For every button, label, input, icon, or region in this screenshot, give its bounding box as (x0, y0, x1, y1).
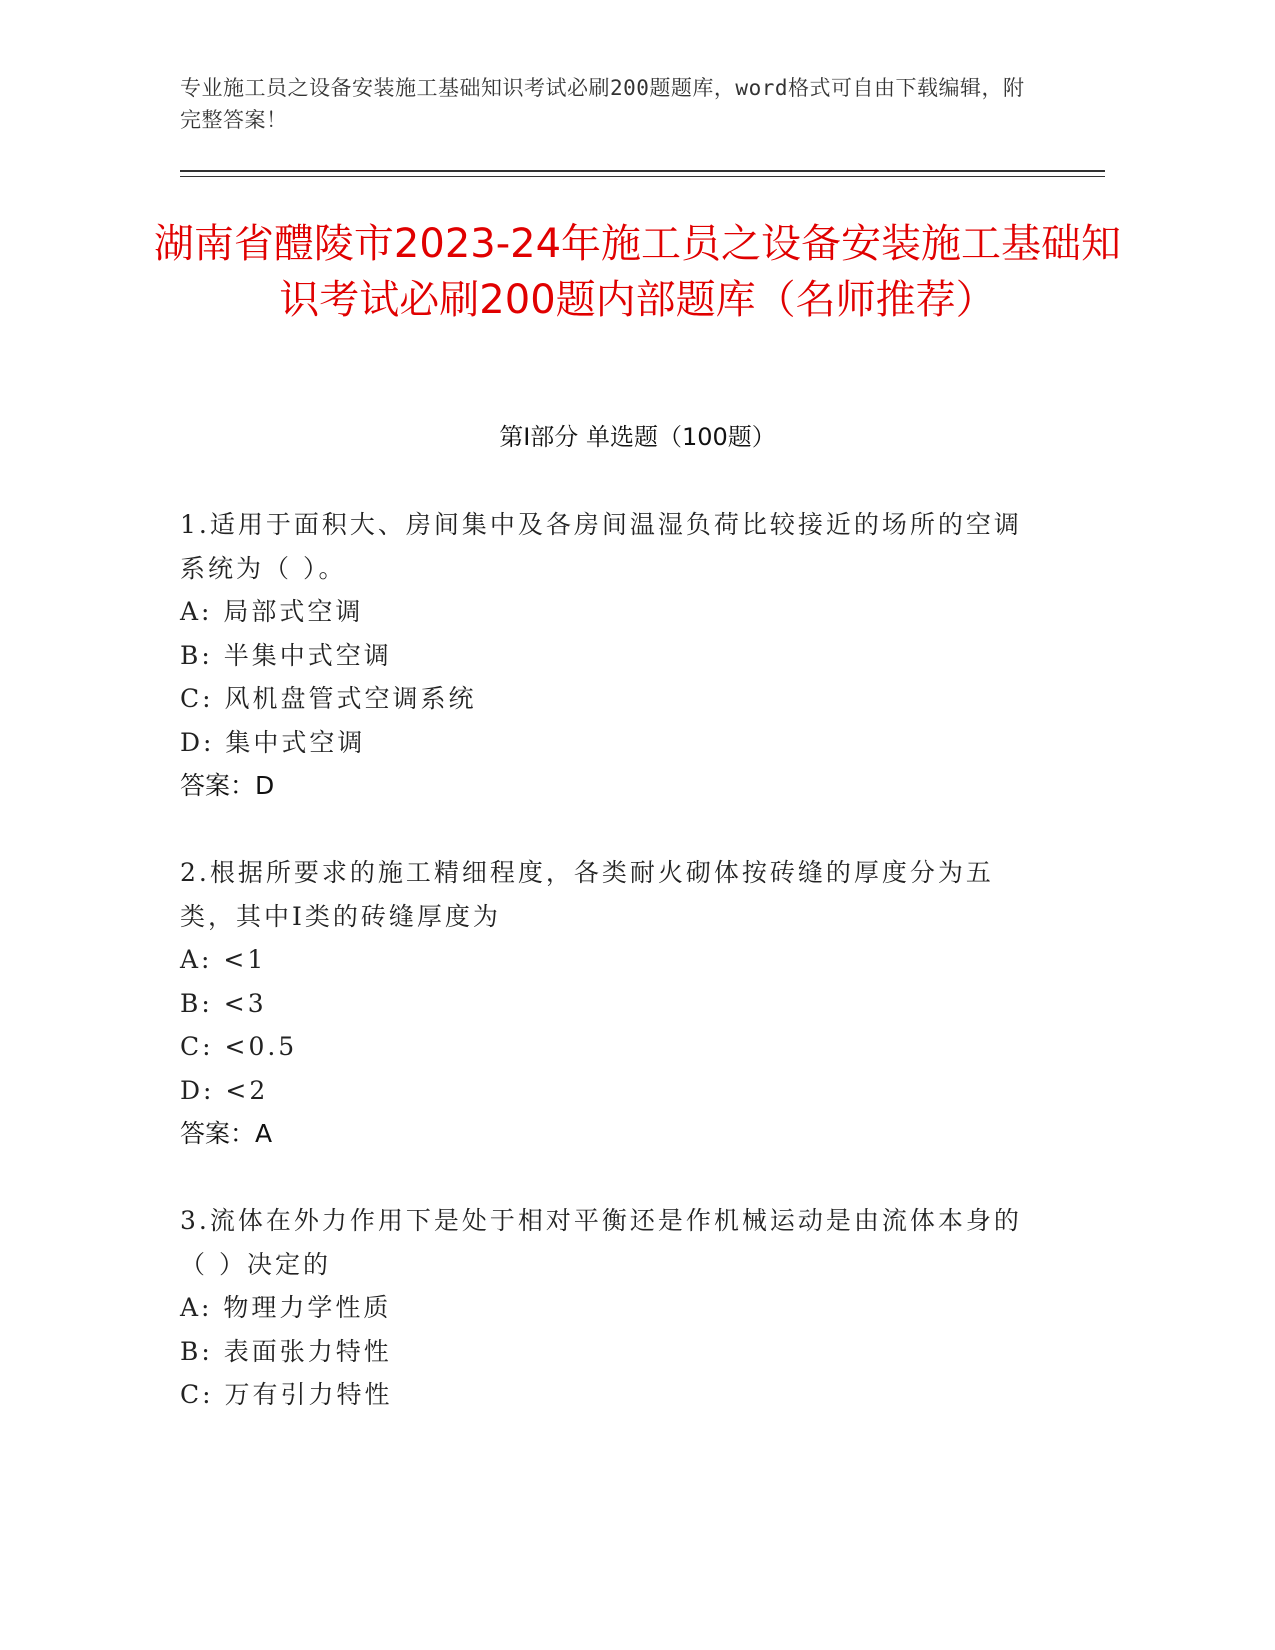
option-a: A: 局部式空调 (180, 597, 364, 626)
option-d: D: <2 (180, 1075, 269, 1105)
question-1 (180, 503, 1040, 808)
question-stem: 1.适用于面积大、房间集中及各房间温湿负荷比较接近的场所的空调系统为（ ）。 (180, 510, 1022, 583)
section-title: 第Ⅰ部分 单选题（100题） (499, 423, 776, 451)
option-a: A: <1 (180, 945, 267, 974)
option-d: D: 集中式空调 (180, 727, 366, 757)
answer: 答案：A (180, 1119, 273, 1148)
question-stem: 2.根据所要求的施工精细程度，各类耐火砌体按砖缝的厚度分为五类，其中Ⅰ类的砖缝厚度为 (180, 858, 994, 931)
header-note: 专业施工员之设备安装施工基础知识考试必刷200题题库，word格式可自由下载编辑，附完整答案！ (180, 76, 1025, 132)
header-divider-thick (180, 170, 1105, 172)
option-a: A: 物理力学性质 (180, 1293, 392, 1322)
option-b: B: 表面张力特性 (180, 1336, 392, 1366)
option-c: C: <0.5 (180, 1032, 298, 1061)
option-b: B: 半集中式空调 (180, 640, 392, 670)
question-2 (180, 851, 1040, 1156)
question-3 (180, 1199, 1040, 1417)
option-b: B: <3 (180, 988, 267, 1018)
document-title: 湖南省醴陵市2023-24年施工员之设备安装施工基础知识考试必刷200题内部题库（名师推荐） (153, 221, 1122, 323)
option-c: C: 万有引力特性 (180, 1380, 393, 1409)
option-c: C: 风机盘管式空调系统 (180, 684, 477, 713)
question-stem: 3.流体在外力作用下是处于相对平衡还是作机械运动是由流体本身的（ ）决定的 (180, 1206, 1022, 1279)
header-divider-thin (180, 176, 1105, 177)
answer: 答案：D (180, 771, 275, 800)
